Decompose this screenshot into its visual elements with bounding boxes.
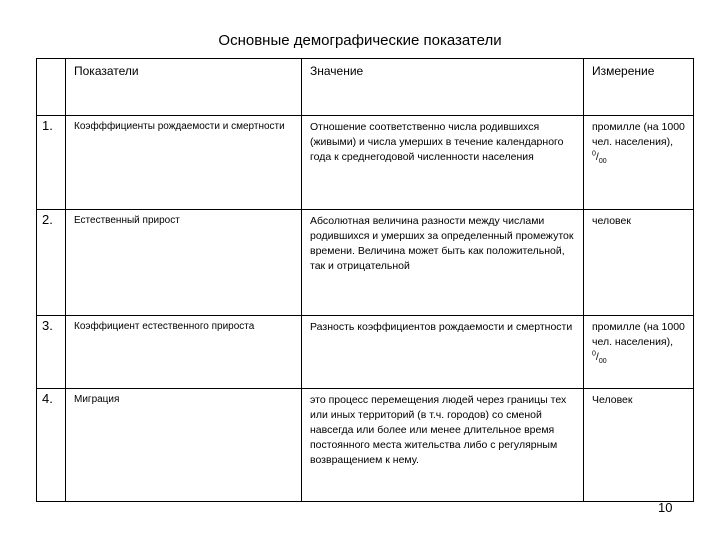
page-number: 10 (658, 500, 673, 515)
table-row (37, 389, 694, 502)
indicator-cell (66, 116, 302, 210)
indicator-text: Коэффициент естественного прироста (74, 321, 255, 332)
row-number: 4. (42, 391, 53, 406)
unit-label: промилле (на 1000 чел. населения), (592, 321, 685, 348)
table-row (37, 210, 694, 316)
meaning-cell (302, 316, 584, 389)
indicator-cell (66, 389, 302, 502)
meaning-text: Абсолютная величина разности между числами родившихся и умерших за определенный промежуток времени. Величина может быть как положительной, так и отрицательной (310, 215, 574, 272)
unit-text: Человек (592, 394, 633, 406)
indicator-text: Миграция (74, 394, 120, 405)
header-unit-cell (584, 59, 694, 116)
unit-text (584, 116, 693, 165)
row-number: 3. (42, 318, 53, 333)
header-meaning: Значение (310, 64, 364, 78)
unit-text (584, 316, 693, 365)
table-row (37, 116, 694, 210)
meaning-cell (302, 116, 584, 210)
indicator-text: Коэфффициенты рождаемости и смертности (74, 121, 285, 132)
header-unit: Измерение (592, 64, 655, 78)
row-number-cell (37, 116, 66, 210)
unit-cell (584, 389, 694, 502)
row-number-cell (37, 389, 66, 502)
header-number-cell (37, 59, 66, 116)
meaning-cell (302, 210, 584, 316)
meaning-cell (302, 389, 584, 502)
unit-label: промилле (на 1000 чел. населения), (592, 121, 685, 148)
indicator-text: Естественный прирост (74, 215, 180, 226)
header-meaning-cell (302, 59, 584, 116)
permille-sub: 00 (598, 358, 607, 366)
permille-sup: 0 (592, 350, 596, 358)
indicator-cell (66, 316, 302, 389)
indicator-cell (66, 210, 302, 316)
page-title: Основные демографические показатели (218, 32, 502, 49)
header-indicator: Показатели (74, 64, 139, 78)
permille-sup: 0 (592, 150, 596, 158)
row-number-cell (37, 316, 66, 389)
table-row (37, 316, 694, 389)
meaning-text: Разность коэффициентов рождаемости и смертности (310, 321, 573, 333)
header-indicator-cell (66, 59, 302, 116)
permille-slash: / (595, 151, 599, 163)
unit-cell (584, 316, 694, 389)
unit-cell (584, 116, 694, 210)
row-number: 1. (42, 118, 53, 133)
meaning-text: Отношение соответственно числа родившихся (живыми) и числа умерших в течение календарного года к среднегодовой численности населения (310, 121, 564, 163)
table-header-row (37, 59, 694, 116)
permille-sub: 00 (598, 158, 607, 166)
unit-text: человек (592, 215, 631, 227)
meaning-text: это процесс перемещения людей через границы тех или иных территорий (в т.ч. городов) со сменой навсегда или более или менее длительное время постоянного места жительства либо с регулярным возвращением к нему. (310, 394, 567, 466)
unit-cell (584, 210, 694, 316)
row-number: 2. (42, 212, 53, 227)
demographics-table (36, 58, 694, 502)
row-number-cell (37, 210, 66, 316)
permille-slash: / (595, 351, 599, 363)
